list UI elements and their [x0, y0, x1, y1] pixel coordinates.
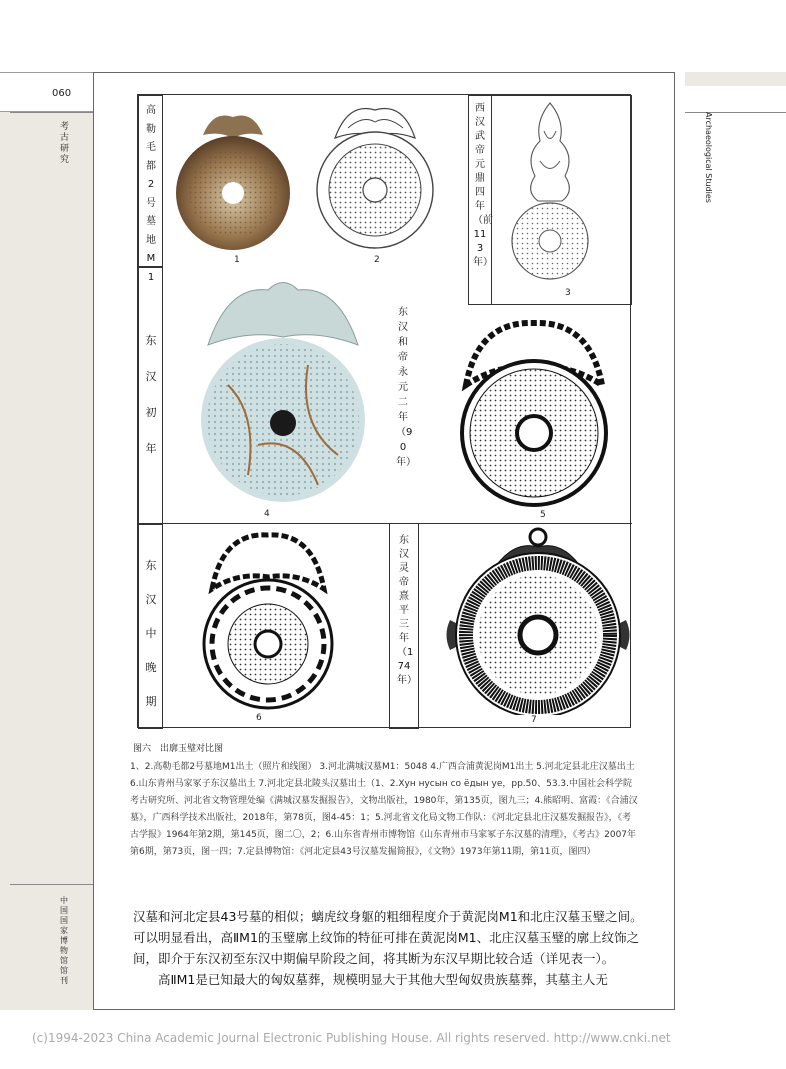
jade-disc-drawing-7: [438, 525, 632, 715]
row2-label: 东汉初年: [145, 334, 157, 455]
row3-label-cell: [138, 523, 163, 729]
row3-mid-label: 东汉灵帝熹平三年（174年）: [397, 535, 417, 686]
row3-mid-label-cell: [389, 523, 419, 729]
figure-number-3: 3: [565, 288, 571, 298]
jade-disc-drawing-2: [313, 100, 438, 250]
row1-label-cell: [138, 95, 163, 283]
row1-label: 高勒毛都2号墓地M1: [146, 105, 156, 283]
figure-number-2: 2: [374, 255, 380, 265]
jade-disc-photo-1: [173, 105, 293, 257]
left-divider: [10, 112, 93, 113]
jade-disc-drawing-3: [510, 101, 590, 286]
figure-number-6: 6: [256, 713, 262, 723]
left-margin-strip: [0, 72, 93, 1010]
jade-disc-drawing-6: [198, 527, 338, 712]
journal-name: 考古研究: [60, 122, 70, 165]
row1-right-label-cell: [468, 95, 492, 305]
right-margin-strip: [685, 72, 786, 86]
body-paragraph-1: 汉墓和河北定县43号墓的相似；螭虎纹身躯的粗细程度介于黄泥岗M1和北庄汉墓玉璧之间。可以明显看出，高ⅡM1的玉璧廓上纹饰的特征可排在黄泥岗M1、北庄汉墓玉璧的廓上纹饰之间，即介于东汉初至东汉中期偏早阶段之间，将其断为东汉早期比较合适（详见表一）。: [133, 909, 643, 966]
row2-mid-label: 东汉和帝永元二年（90年）: [396, 307, 416, 468]
row2-label-cell: [138, 267, 163, 525]
copyright-footer: (c)1994-2023 China Academic Journal Electronic Publishing House. All rights reserved. http://www.cnki.net: [32, 1031, 671, 1045]
row1-right-label: 西汉武帝元鼎四年（前113年）: [473, 103, 493, 268]
figure-caption-title: 图六 出廓玉璧对比图: [133, 744, 224, 754]
running-title: Archaeological Studies: [704, 112, 713, 203]
row3-label: 东汉中晚期: [145, 559, 157, 708]
journal-name-lower: 中国国家博物馆馆刊: [60, 896, 68, 985]
figure-number-7: 7: [531, 715, 537, 725]
jade-disc-drawing-5: [458, 313, 610, 508]
figure-grid: [137, 94, 631, 728]
left-margin-header: [0, 72, 93, 112]
figure-number-4: 4: [264, 509, 270, 519]
left-divider: [10, 884, 93, 885]
figure-number-1: 1: [234, 255, 240, 265]
right-divider: [685, 112, 786, 113]
row-divider: [138, 523, 632, 524]
body-text: [133, 906, 643, 990]
jade-disc-photo-4: [188, 275, 378, 507]
figure-caption-body: 1、2.高勒毛都2号墓地M1出土（照片和线图） 3.河北满城汉墓M1：5048 4.广西合浦黄泥岗M1出土 5.河北定县北庄汉墓出土 6.山东青州马家冢子东汉墓出土 7.河北定县北陵头汉墓出土（1、2.Хун нусын со ёдын уе，pp.50、53.3.中国社会科学院考古研究所、河北省文物管理处编《满城汉墓发掘报告》，文物出版社，1980年，第135页，图九三；4.熊昭明、富霞：《合浦汉墓》，广西科学技术出版社，2018年，第78页，图4-45：1；5.河北省文化局文物工作队：《河北定县北庄汉墓发掘报告》，《考古学报》1964年第2期，第145页，图二〇，2；6.山东省青州市博物馆《山东青州市马家冢子东汉墓的清理》，《考古》2007年第6期，第73页，图一四；7.定县博物馆：《河北定县43号汉墓发掘简报》，《文物》1973年第11期，第11页，图四）: [130, 762, 638, 857]
page-number: 060: [52, 88, 72, 99]
body-paragraph-2: 高ⅡM1是已知最大的匈奴墓葬，规模明显大于其他大型匈奴贵族墓葬，其墓主人无: [158, 972, 608, 987]
figure-number-5: 5: [540, 510, 546, 520]
